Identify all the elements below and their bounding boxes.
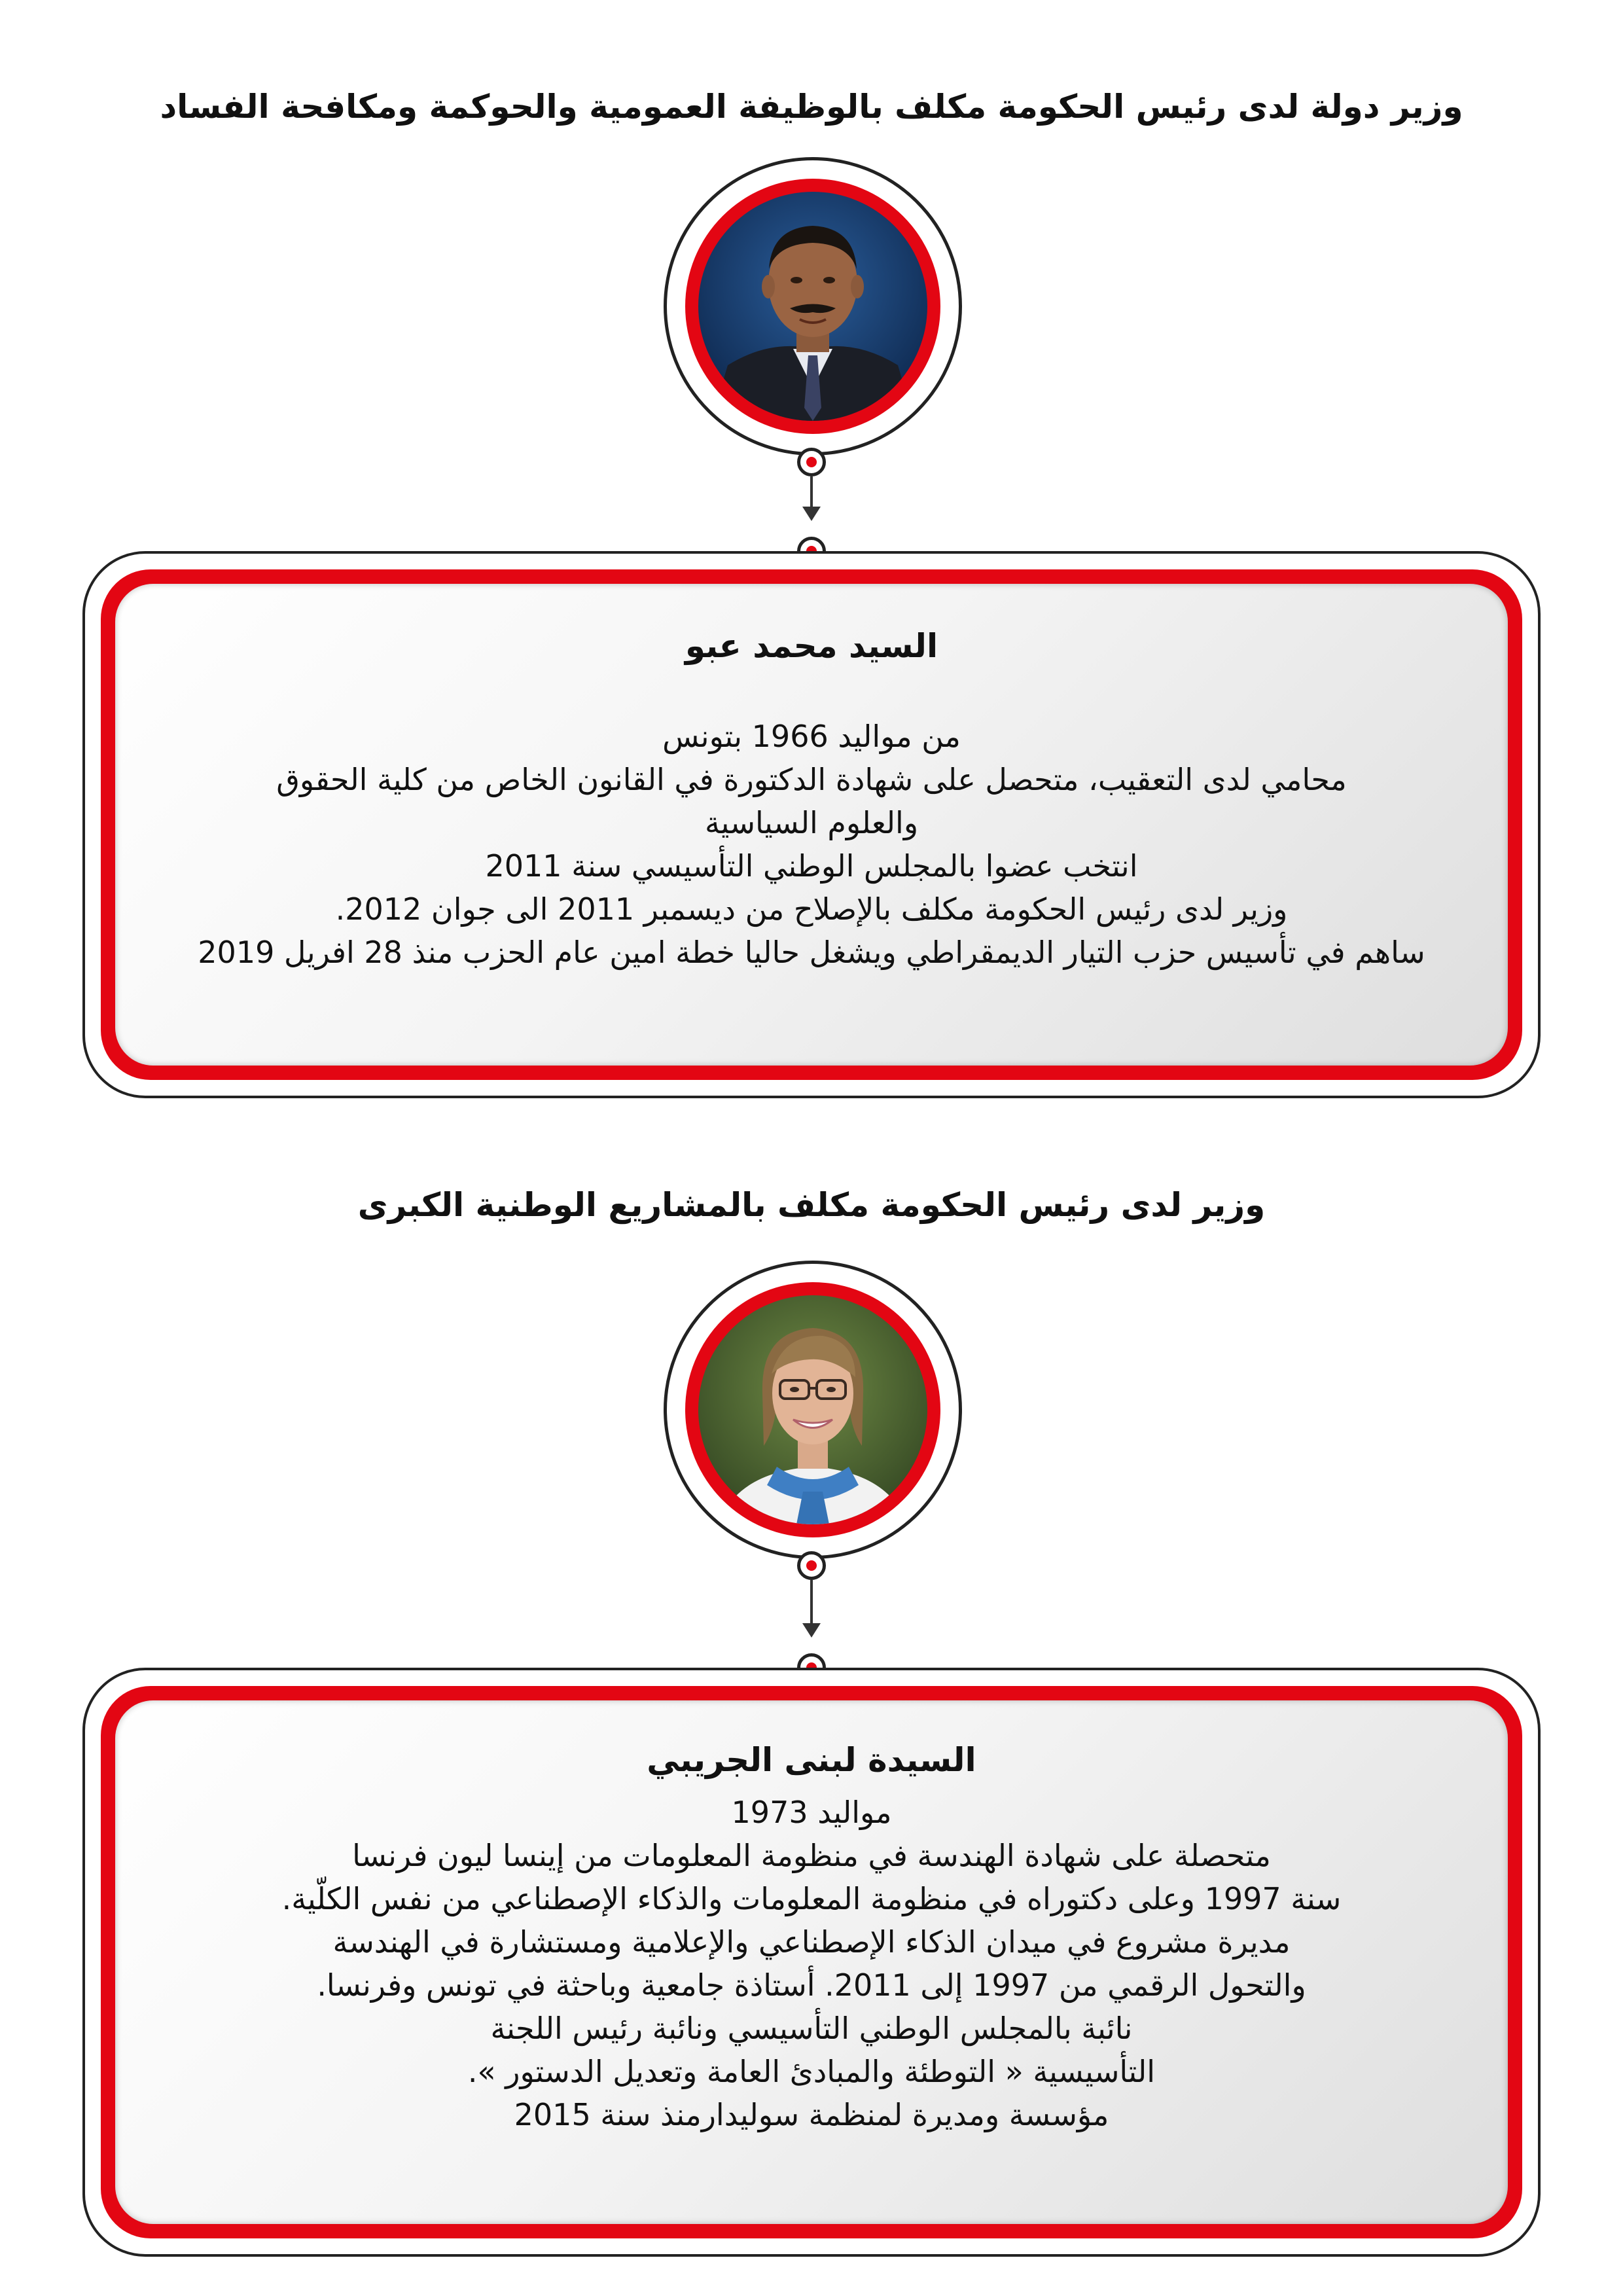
portrait-ring — [685, 179, 940, 434]
bio-line: انتخب عضوا بالمجلس الوطني التأسيسي سنة 2011 — [485, 848, 1138, 884]
profile-section-2 — [0, 1126, 1623, 2296]
bio-line: متحصلة على شهادة الهندسة في منظومة المعلومات من إينسا ليون فرنسا — [352, 1838, 1271, 1873]
portrait-photo-woman — [698, 1295, 927, 1524]
person-name: السيد محمد عبو — [685, 627, 938, 665]
bio-line: مواليد 1973 — [731, 1795, 892, 1830]
profile-section-1 — [0, 0, 1623, 1126]
portrait-photo — [698, 1295, 927, 1524]
bio-line: محامي لدى التعقيب، متحصل على شهادة الدكتورة في القانون الخاص من كلية الحقوق — [276, 762, 1347, 797]
connector-line — [810, 1580, 813, 1626]
bio-line: وزير لدى رئيس الحكومة مكلف بالإصلاح من ديسمبر 2011 الى جوان 2012. — [335, 891, 1288, 927]
connector-dot — [797, 1551, 826, 1580]
portrait-ring — [685, 1282, 940, 1537]
bio-text — [115, 1791, 1508, 2136]
bio-text — [115, 715, 1508, 974]
bio-card-body — [115, 584, 1508, 1066]
connector-dot — [797, 448, 826, 476]
bio-line: نائبة بالمجلس الوطني التأسيسي ونائبة رئيس اللجنة — [490, 2011, 1133, 2046]
bio-line: مديرة مشروع في ميدان الذكاء الإصطناعي والإعلامية ومستشارة في الهندسة — [332, 1924, 1291, 1960]
arrow-down-icon — [802, 507, 821, 521]
portrait-frame — [664, 1261, 962, 1559]
portrait-photo-man — [698, 192, 927, 421]
role-title: وزير لدى رئيس الحكومة مكلف بالمشاريع الوطنية الكبرى — [357, 1186, 1266, 1224]
bio-line: مؤسسة ومديرة لمنظمة سوليدارمنذ سنة 2015 — [514, 2097, 1109, 2132]
portrait-frame — [664, 157, 962, 456]
bio-card — [82, 551, 1541, 1098]
bio-line: ساهم في تأسيس حزب التيار الديمقراطي ويشغل حاليا خطة امين عام الحزب منذ 28 افريل 2019 — [198, 935, 1425, 970]
bio-card — [82, 1668, 1541, 2257]
arrow-down-icon — [802, 1623, 821, 1638]
bio-line: والعلوم السياسية — [704, 805, 919, 840]
bio-card-border — [101, 1686, 1522, 2238]
bio-line: والتحول الرقمي من 1997 إلى 2011. أستاذة جامعية وباحثة في تونس وفرنسا. — [317, 1967, 1306, 2003]
bio-card-body — [115, 1700, 1508, 2224]
portrait-photo — [698, 192, 927, 421]
bio-card-border — [101, 569, 1522, 1080]
role-title: وزير دولة لدى رئيس الحكومة مكلف بالوظيفة العمومية والحوكمة ومكافحة الفساد — [160, 88, 1463, 126]
bio-line: من مواليد 1966 بتونس — [662, 719, 961, 754]
bio-line: التأسيسية « التوطئة والمبادئ العامة وتعديل الدستور ». — [467, 2054, 1156, 2089]
connector-line — [810, 476, 813, 509]
bio-line: سنة 1997 وعلى دكتوراه في منظومة المعلومات والذكاء الإصطناعي من نفس الكلّية. — [281, 1881, 1342, 1916]
person-name: السيدة لبنى الجريبي — [647, 1741, 976, 1779]
